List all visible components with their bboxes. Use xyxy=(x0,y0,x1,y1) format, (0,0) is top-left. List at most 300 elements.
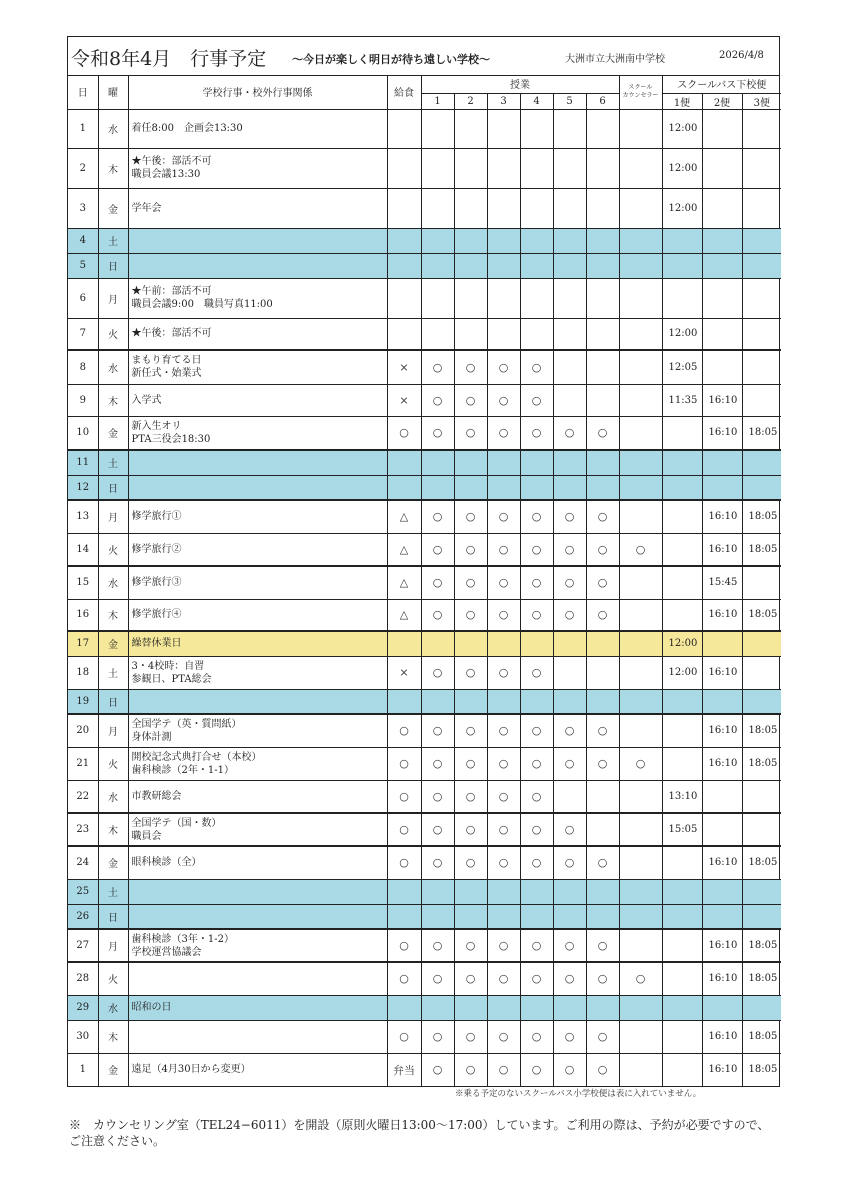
table-row xyxy=(68,384,781,416)
period-cell xyxy=(586,109,619,148)
bus-run-1-cell xyxy=(662,747,702,780)
weekday-cell: 木 xyxy=(98,384,128,416)
period-cell xyxy=(421,475,454,500)
bus-run-2-cell: 16:10 xyxy=(702,533,742,566)
lunch-cell xyxy=(387,450,421,475)
day-cell: 11 xyxy=(68,450,98,475)
period-cell: ○ xyxy=(520,384,553,416)
counselor-header-line1: スクール xyxy=(628,83,653,91)
weekday-cell: 日 xyxy=(98,475,128,500)
bus-run-1-cell xyxy=(662,416,702,450)
counselor-cell xyxy=(619,278,662,318)
counselor-cell xyxy=(619,384,662,416)
bus-run-2-cell xyxy=(702,278,742,318)
table-row xyxy=(68,500,781,533)
period-cell xyxy=(520,879,553,904)
period-cell: ○ xyxy=(586,1053,619,1086)
weekday-cell: 土 xyxy=(98,656,128,689)
period-cell: ○ xyxy=(520,599,553,631)
period-cell xyxy=(520,228,553,253)
counselor-cell xyxy=(619,780,662,813)
weekday-cell: 水 xyxy=(98,566,128,599)
period-cell: ○ xyxy=(454,533,487,566)
table-row xyxy=(68,904,781,929)
period-cell xyxy=(553,780,586,813)
period-cell xyxy=(586,188,619,228)
counselor-cell xyxy=(619,450,662,475)
period-cell xyxy=(586,780,619,813)
counselor-cell xyxy=(619,631,662,656)
bus-run-2-cell xyxy=(702,631,742,656)
table-row xyxy=(68,929,781,962)
weekday-cell: 水 xyxy=(98,109,128,148)
period-cell: ○ xyxy=(454,566,487,599)
events-cell xyxy=(128,656,387,689)
period-cell xyxy=(454,148,487,188)
period-cell: ○ xyxy=(520,929,553,962)
counselor-cell xyxy=(619,318,662,350)
table-row xyxy=(68,747,781,780)
weekday-cell: 木 xyxy=(98,148,128,188)
lunch-cell: △ xyxy=(387,533,421,566)
period-cell: ○ xyxy=(520,533,553,566)
bus-run-1-cell xyxy=(662,879,702,904)
bus-run-2-cell: 16:10 xyxy=(702,599,742,631)
bus-run-1-cell xyxy=(662,929,702,962)
period-cell xyxy=(553,188,586,228)
weekday-cell: 月 xyxy=(98,278,128,318)
period-cell: ○ xyxy=(421,747,454,780)
counselor-cell xyxy=(619,475,662,500)
bus-run-1-cell xyxy=(662,253,702,278)
period-cell: ○ xyxy=(454,1053,487,1086)
counselor-cell xyxy=(619,228,662,253)
period-cell: ○ xyxy=(454,780,487,813)
table-row xyxy=(68,450,781,475)
table-row xyxy=(68,714,781,747)
table-row xyxy=(68,228,781,253)
bus-run-3-cell xyxy=(742,350,781,384)
period-cell: ○ xyxy=(586,599,619,631)
bus-run-1-cell xyxy=(662,714,702,747)
period-cell xyxy=(520,109,553,148)
table-row xyxy=(68,1020,781,1053)
table-row xyxy=(68,475,781,500)
bus-run-2-cell xyxy=(702,228,742,253)
bus-run-1-cell: 15:05 xyxy=(662,813,702,846)
bus-run-2-cell xyxy=(702,879,742,904)
period-cell xyxy=(586,278,619,318)
period-cell xyxy=(520,148,553,188)
event-line: 昭和の日 xyxy=(131,1002,172,1013)
period-cell xyxy=(421,228,454,253)
period-cell: ○ xyxy=(520,846,553,879)
bus-run-2-cell: 16:10 xyxy=(702,656,742,689)
bus-run-3-cell xyxy=(742,566,781,599)
bus-run-1-cell xyxy=(662,500,702,533)
weekday-cell: 金 xyxy=(98,846,128,879)
event-line: 歯科検診（3年・1-2） xyxy=(131,933,234,945)
event-line: 修学旅行④ xyxy=(131,609,182,621)
lunch-cell: × xyxy=(387,350,421,384)
period-header: 5 xyxy=(553,93,586,109)
period-cell: ○ xyxy=(454,846,487,879)
bus-run-2-cell: 16:10 xyxy=(702,1020,742,1053)
period-cell: ○ xyxy=(553,416,586,450)
weekday-cell: 水 xyxy=(98,350,128,384)
bus-run-2-cell: 16:10 xyxy=(702,929,742,962)
period-cell: ○ xyxy=(487,962,520,995)
col-lunch-header: 給食 xyxy=(387,75,421,109)
period-cell: ○ xyxy=(454,416,487,450)
period-header: 4 xyxy=(520,93,553,109)
day-cell: 5 xyxy=(68,253,98,278)
day-cell: 26 xyxy=(68,904,98,929)
period-cell: ○ xyxy=(487,929,520,962)
period-cell xyxy=(487,253,520,278)
period-cell xyxy=(520,995,553,1020)
table-row xyxy=(68,656,781,689)
counselor-cell xyxy=(619,253,662,278)
bus-run-header: 1便 xyxy=(662,93,702,109)
period-cell xyxy=(586,689,619,714)
day-cell: 12 xyxy=(68,475,98,500)
day-cell: 2 xyxy=(68,148,98,188)
counselor-cell xyxy=(619,904,662,929)
period-cell: ○ xyxy=(421,714,454,747)
event-line: 参観日、PTA総会 xyxy=(131,673,212,685)
period-cell xyxy=(421,148,454,188)
day-cell: 14 xyxy=(68,533,98,566)
period-cell: ○ xyxy=(553,846,586,879)
lunch-cell: ○ xyxy=(387,747,421,780)
bus-run-3-cell xyxy=(742,318,781,350)
counselor-cell xyxy=(619,1020,662,1053)
period-cell xyxy=(454,253,487,278)
period-cell xyxy=(421,278,454,318)
bus-run-1-cell xyxy=(662,533,702,566)
weekday-cell: 土 xyxy=(98,228,128,253)
event-line: 3・4校時：自習 xyxy=(131,660,205,672)
counselor-cell xyxy=(619,1053,662,1086)
period-cell: ○ xyxy=(421,416,454,450)
period-cell xyxy=(586,384,619,416)
period-cell: ○ xyxy=(520,1053,553,1086)
table-row xyxy=(68,188,781,228)
period-cell: ○ xyxy=(421,780,454,813)
period-cell xyxy=(586,228,619,253)
period-cell: ○ xyxy=(454,1020,487,1053)
bus-run-3-cell: 18:05 xyxy=(742,533,781,566)
day-cell: 18 xyxy=(68,656,98,689)
bus-run-3-cell xyxy=(742,148,781,188)
period-cell: ○ xyxy=(487,416,520,450)
lunch-cell: ○ xyxy=(387,714,421,747)
event-line: 身体計測 xyxy=(131,731,172,743)
issue-date: 2026/4/8 xyxy=(719,50,764,61)
bus-run-1-cell xyxy=(662,1020,702,1053)
col-bus-header: スクールバス下校便 xyxy=(662,75,781,93)
events-cell xyxy=(128,780,387,813)
lunch-cell: ○ xyxy=(387,416,421,450)
table-row xyxy=(68,962,781,995)
period-cell: ○ xyxy=(586,747,619,780)
event-line: 繰替休業日 xyxy=(131,638,182,650)
events-cell xyxy=(128,109,387,148)
bus-run-3-cell: 18:05 xyxy=(742,1053,781,1086)
counselor-cell xyxy=(619,599,662,631)
lunch-cell xyxy=(387,475,421,500)
period-cell xyxy=(586,253,619,278)
period-cell: ○ xyxy=(520,780,553,813)
lunch-cell xyxy=(387,228,421,253)
period-cell: ○ xyxy=(487,714,520,747)
period-cell: ○ xyxy=(421,656,454,689)
period-cell xyxy=(487,450,520,475)
bus-run-3-cell xyxy=(742,656,781,689)
day-cell: 7 xyxy=(68,318,98,350)
period-cell: ○ xyxy=(454,747,487,780)
period-cell: ○ xyxy=(421,962,454,995)
lunch-cell xyxy=(387,689,421,714)
day-cell: 27 xyxy=(68,929,98,962)
period-cell: ○ xyxy=(586,416,619,450)
table-row xyxy=(68,318,781,350)
counselor-cell xyxy=(619,656,662,689)
period-cell xyxy=(487,228,520,253)
events-cell xyxy=(128,962,387,995)
bus-run-1-cell xyxy=(662,475,702,500)
day-cell: 1 xyxy=(68,1053,98,1086)
events-cell xyxy=(128,904,387,929)
period-cell: ○ xyxy=(421,500,454,533)
counselor-cell xyxy=(619,109,662,148)
period-cell: ○ xyxy=(520,962,553,995)
counselor-cell xyxy=(619,689,662,714)
period-cell xyxy=(454,879,487,904)
bus-run-1-cell: 12:00 xyxy=(662,109,702,148)
period-cell xyxy=(520,188,553,228)
day-cell: 9 xyxy=(68,384,98,416)
bus-run-1-cell: 13:10 xyxy=(662,780,702,813)
counselor-cell: ○ xyxy=(619,962,662,995)
school-name: 大洲市立大洲南中学校 xyxy=(565,54,665,65)
period-cell xyxy=(586,350,619,384)
period-cell: ○ xyxy=(520,747,553,780)
period-cell: ○ xyxy=(421,384,454,416)
table-row xyxy=(68,689,781,714)
events-cell xyxy=(128,500,387,533)
bus-run-3-cell: 18:05 xyxy=(742,846,781,879)
counseling-note xyxy=(69,1117,789,1149)
period-cell xyxy=(454,278,487,318)
period-cell xyxy=(487,188,520,228)
period-header: 2 xyxy=(454,93,487,109)
period-cell: ○ xyxy=(454,813,487,846)
period-cell xyxy=(421,631,454,656)
events-cell xyxy=(128,995,387,1020)
bus-run-3-cell: 18:05 xyxy=(742,599,781,631)
bus-run-header: 3便 xyxy=(742,93,781,109)
bus-note: ※乗る予定のないスクールバス小学校便は表に入れていません。 xyxy=(455,1089,702,1099)
bus-run-1-cell xyxy=(662,566,702,599)
period-cell: ○ xyxy=(553,566,586,599)
day-cell: 25 xyxy=(68,879,98,904)
period-cell: ○ xyxy=(487,656,520,689)
period-cell: ○ xyxy=(454,962,487,995)
period-cell xyxy=(553,631,586,656)
events-cell xyxy=(128,228,387,253)
bus-run-3-cell: 18:05 xyxy=(742,500,781,533)
day-cell: 13 xyxy=(68,500,98,533)
event-line: 修学旅行③ xyxy=(131,577,182,589)
period-cell xyxy=(553,879,586,904)
bus-run-3-cell: 18:05 xyxy=(742,416,781,450)
period-cell xyxy=(553,689,586,714)
bus-run-3-cell xyxy=(742,813,781,846)
weekday-cell: 土 xyxy=(98,450,128,475)
events-cell xyxy=(128,1020,387,1053)
period-cell xyxy=(454,689,487,714)
lunch-cell: △ xyxy=(387,500,421,533)
events-cell xyxy=(128,475,387,500)
table-row xyxy=(68,813,781,846)
period-cell xyxy=(586,995,619,1020)
day-cell: 3 xyxy=(68,188,98,228)
bus-run-2-cell: 16:10 xyxy=(702,416,742,450)
events-cell xyxy=(128,148,387,188)
lunch-cell xyxy=(387,879,421,904)
weekday-cell: 火 xyxy=(98,962,128,995)
period-cell xyxy=(553,450,586,475)
period-cell xyxy=(421,879,454,904)
event-line: 遠足（4月30日から変更） xyxy=(131,1064,251,1076)
period-cell: ○ xyxy=(487,533,520,566)
event-line: 学年会 xyxy=(131,202,162,214)
bus-run-2-cell: 15:45 xyxy=(702,566,742,599)
day-cell: 19 xyxy=(68,689,98,714)
period-cell: ○ xyxy=(421,813,454,846)
period-cell: ○ xyxy=(487,813,520,846)
day-cell: 21 xyxy=(68,747,98,780)
counselor-cell xyxy=(619,500,662,533)
period-header: 6 xyxy=(586,93,619,109)
period-cell: ○ xyxy=(487,780,520,813)
period-cell xyxy=(553,253,586,278)
events-cell xyxy=(128,318,387,350)
period-cell xyxy=(421,253,454,278)
col-day-header: 日 xyxy=(68,75,98,109)
period-cell: ○ xyxy=(553,1053,586,1086)
day-cell: 23 xyxy=(68,813,98,846)
bus-run-3-cell xyxy=(742,188,781,228)
counselor-cell xyxy=(619,148,662,188)
period-cell: ○ xyxy=(553,962,586,995)
events-cell xyxy=(128,879,387,904)
lunch-cell: ○ xyxy=(387,780,421,813)
day-cell: 6 xyxy=(68,278,98,318)
bus-run-1-cell: 12:00 xyxy=(662,188,702,228)
events-cell xyxy=(128,384,387,416)
period-cell xyxy=(487,879,520,904)
period-cell xyxy=(454,228,487,253)
counselor-cell xyxy=(619,714,662,747)
period-cell xyxy=(586,148,619,188)
period-cell xyxy=(520,631,553,656)
table-row xyxy=(68,566,781,599)
period-cell xyxy=(586,475,619,500)
period-cell xyxy=(553,228,586,253)
event-line: 新任式・始業式 xyxy=(131,368,202,380)
bus-run-3-cell xyxy=(742,879,781,904)
period-cell: ○ xyxy=(454,350,487,384)
bus-run-1-cell: 12:00 xyxy=(662,318,702,350)
bus-run-2-cell: 16:10 xyxy=(702,500,742,533)
bus-run-1-cell xyxy=(662,689,702,714)
period-cell xyxy=(520,475,553,500)
period-cell xyxy=(586,904,619,929)
period-cell xyxy=(520,689,553,714)
period-cell: ○ xyxy=(421,1020,454,1053)
period-cell xyxy=(553,656,586,689)
event-line: ★午後：部活不可 xyxy=(131,156,212,167)
period-cell: ○ xyxy=(454,500,487,533)
school-motto: ～今日が楽しく明日が待ち遠しい学校～ xyxy=(292,53,490,66)
period-cell: ○ xyxy=(553,747,586,780)
period-cell xyxy=(421,904,454,929)
period-cell: ○ xyxy=(586,500,619,533)
period-cell: ○ xyxy=(553,500,586,533)
event-line: 市教研総会 xyxy=(131,790,182,802)
table-row xyxy=(68,109,781,148)
day-cell: 4 xyxy=(68,228,98,253)
period-cell: ○ xyxy=(421,599,454,631)
period-cell: ○ xyxy=(421,566,454,599)
period-cell xyxy=(553,318,586,350)
counselor-cell xyxy=(619,416,662,450)
lunch-cell: ○ xyxy=(387,929,421,962)
period-cell xyxy=(553,384,586,416)
period-cell: ○ xyxy=(520,813,553,846)
weekday-cell: 日 xyxy=(98,689,128,714)
period-cell: ○ xyxy=(421,1053,454,1086)
bus-run-3-cell xyxy=(742,384,781,416)
event-line: 入学式 xyxy=(131,394,162,406)
events-cell xyxy=(128,846,387,879)
period-cell: ○ xyxy=(454,714,487,747)
period-cell xyxy=(520,253,553,278)
event-line: 全国学テ（英・質問紙） xyxy=(131,718,242,730)
period-cell xyxy=(520,318,553,350)
bus-run-1-cell xyxy=(662,278,702,318)
bus-run-2-cell: 16:10 xyxy=(702,962,742,995)
col-counselor-header xyxy=(619,75,662,109)
period-cell xyxy=(520,450,553,475)
event-line: 修学旅行② xyxy=(131,543,182,555)
period-cell: ○ xyxy=(421,929,454,962)
events-cell xyxy=(128,253,387,278)
period-cell xyxy=(487,475,520,500)
period-cell xyxy=(454,450,487,475)
events-cell xyxy=(128,416,387,450)
period-cell: ○ xyxy=(454,656,487,689)
lunch-cell xyxy=(387,631,421,656)
bus-run-1-cell xyxy=(662,962,702,995)
period-cell xyxy=(553,904,586,929)
table-row xyxy=(68,416,781,450)
period-cell: ○ xyxy=(454,599,487,631)
weekday-cell: 火 xyxy=(98,318,128,350)
